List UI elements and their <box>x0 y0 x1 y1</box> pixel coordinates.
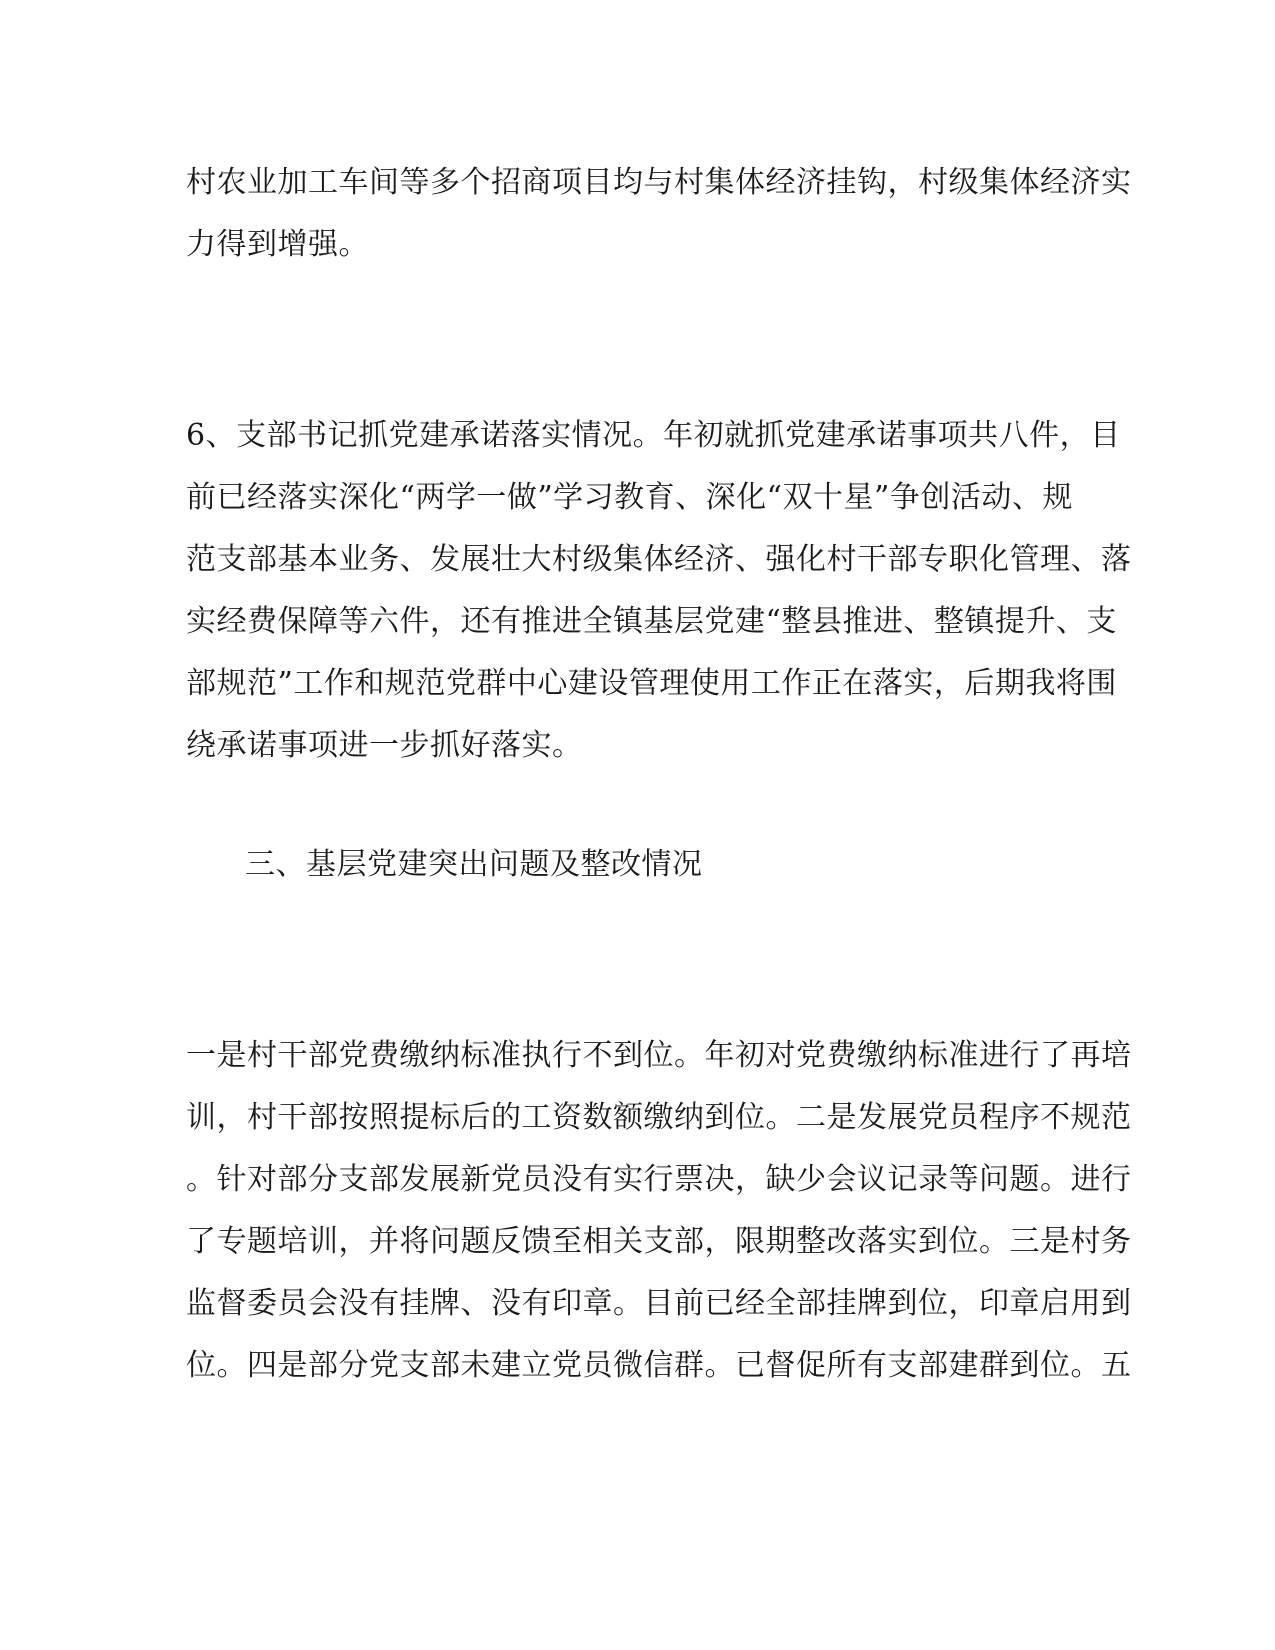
text-line <box>0 473 1275 523</box>
text-line-content: 训，村干部按照提标后的工资数额缴纳到位。二是发展党员程序不规范 <box>186 1100 1132 1135</box>
text-line <box>0 1279 1275 1329</box>
text-line <box>0 411 1275 461</box>
text-line <box>0 1031 1275 1081</box>
text-line-content: 。针对部分支部发展新党员没有实行票决，缺少会议记录等问题。进行 <box>186 1162 1132 1197</box>
text-line-content: 实经费保障等六件，还有推进全镇基层党建“整县推进、整镇提升、支 <box>186 604 1117 639</box>
text-line <box>0 220 1275 270</box>
text-line <box>0 1341 1275 1391</box>
section-heading-text: 三、基层党建突出问题及整改情况 <box>245 847 703 882</box>
text-line <box>0 535 1275 585</box>
text-line <box>0 158 1275 208</box>
text-line-content: 村农业加工车间等多个招商项目均与村集体经济挂钩，村级集体经济实 <box>186 165 1132 200</box>
text-line-content: 监督委员会没有挂牌、没有印章。目前已经全部挂牌到位，印章启用到 <box>186 1286 1132 1321</box>
text-line <box>0 1093 1275 1143</box>
text-line-content: 力得到增强。 <box>186 227 369 262</box>
section-heading <box>0 840 1275 890</box>
text-line <box>0 597 1275 647</box>
text-line-content: 位。四是部分党支部未建立党员微信群。已督促所有支部建群到位。五 <box>186 1348 1132 1383</box>
text-line-content: 了专题培训，并将问题反馈至相关支部，限期整改落实到位。三是村务 <box>186 1224 1132 1259</box>
text-line-content: 范支部基本业务、发展壮大村级集体经济、强化村干部专职化管理、落 <box>186 542 1132 577</box>
text-line-content: 6、支部书记抓党建承诺落实情况。年初就抓党建承诺事项共八件，目 <box>186 418 1121 453</box>
text-line-content: 绕承诺事项进一步抓好落实。 <box>186 728 583 763</box>
text-line-content: 一是村干部党费缴纳标准执行不到位。年初对党费缴纳标准进行了再培 <box>186 1038 1132 1073</box>
text-line <box>0 1217 1275 1267</box>
text-line-content: 前已经落实深化“两学一做”学习教育、深化“双十星”争创活动、规 <box>186 480 1073 515</box>
text-line <box>0 721 1275 771</box>
text-line-content: 部规范”工作和规范党群中心建设管理使用工作正在落实，后期我将围 <box>186 666 1117 701</box>
text-line <box>0 1155 1275 1205</box>
text-line <box>0 659 1275 709</box>
